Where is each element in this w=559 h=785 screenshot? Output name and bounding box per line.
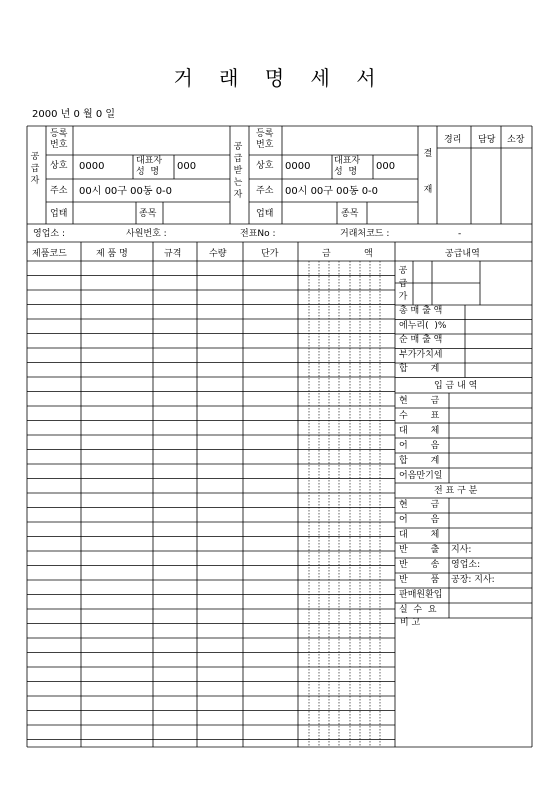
slip-row-label-4: 반 송 bbox=[399, 560, 440, 570]
col-header-code: 제품코드 bbox=[32, 249, 67, 259]
receiver-side-label: 공 급 받 는 자 bbox=[233, 142, 243, 200]
receipt-row-label-3: 어 음 bbox=[399, 441, 440, 451]
client-code-label: 거래처코드 : bbox=[340, 229, 390, 239]
receiver-rep-value: 000 bbox=[376, 161, 396, 172]
summary-row-label-4: 합 계 bbox=[399, 364, 440, 374]
receiver-name-label: 상호 bbox=[256, 161, 274, 171]
supplier-side-label: 공 급 자 bbox=[30, 152, 40, 186]
document-title: 거 래 명 세 서 bbox=[173, 66, 386, 90]
receipt-header: 입 금 내 역 bbox=[434, 381, 478, 391]
summary-row-label-2: 순 매 출 액 bbox=[399, 335, 443, 345]
receipt-row-label-0: 현 금 bbox=[399, 396, 440, 406]
approval-header-manager: 담당 bbox=[478, 135, 496, 145]
receiver-name-value: 0000 bbox=[285, 161, 311, 172]
slip-row-label-3: 반 출 bbox=[399, 545, 440, 555]
supplier-addr-label: 주소 bbox=[50, 186, 68, 196]
supplier-rep-value: 000 bbox=[177, 161, 197, 172]
supplier-name-label: 상호 bbox=[50, 161, 68, 171]
receiver-addr-value: 00시 00구 00동 0-0 bbox=[285, 186, 379, 197]
summary-row-label-0: 총 매 출 액 bbox=[399, 306, 443, 316]
col-header-price: 단가 bbox=[261, 249, 279, 259]
branch-label: 영업소 : bbox=[33, 229, 65, 239]
staff-no-label: 사원번호 : bbox=[126, 229, 167, 239]
slip-no-label: 전표No : bbox=[240, 229, 276, 239]
remarks-label: 비 고 bbox=[400, 618, 421, 628]
supplier-rep-label: 대표자 성 명 bbox=[136, 156, 163, 177]
receipt-row-label-2: 대 체 bbox=[399, 426, 440, 436]
supplier-item-label: 종목 bbox=[139, 209, 157, 219]
approval-header-accounting: 경리 bbox=[444, 135, 462, 145]
slip-row-label-7: 실 수 요 bbox=[399, 605, 437, 615]
supplier-name-value: 0000 bbox=[79, 161, 105, 172]
receiver-reg-label: 등록 번호 bbox=[256, 129, 274, 150]
client-code-dash: - bbox=[458, 229, 462, 239]
col-header-amount-2: 액 bbox=[364, 249, 373, 259]
slip-row-label-value-4: 영업소: bbox=[451, 560, 481, 570]
slip-row-label-2: 대 체 bbox=[399, 530, 440, 540]
col-header-name: 제 품 명 bbox=[96, 249, 128, 259]
receiver-rep-label: 대표자 성 명 bbox=[334, 156, 361, 177]
approval-header-director: 소장 bbox=[507, 135, 525, 145]
supplier-biz-label: 업태 bbox=[50, 209, 68, 219]
receipt-row-label-1: 수 표 bbox=[399, 411, 440, 421]
receiver-biz-label: 업태 bbox=[256, 209, 274, 219]
receiver-item-label: 종목 bbox=[341, 209, 359, 219]
slip-row-label-value-3: 지사: bbox=[451, 545, 472, 555]
approval-side-label: 결 재 bbox=[423, 149, 433, 195]
slip-type-header: 전 표 구 분 bbox=[434, 486, 478, 496]
slip-row-label-6: 판매원환입 bbox=[399, 590, 443, 600]
slip-row-label-value-5: 공장: 지사: bbox=[451, 575, 495, 585]
slip-row-label-0: 현 금 bbox=[399, 500, 440, 510]
receipt-row-label-5: 어음만기일 bbox=[399, 471, 443, 481]
date-line: 2000 년 0 월 0 일 bbox=[32, 109, 116, 120]
supply-price-label: 공 급 가 bbox=[398, 266, 408, 302]
slip-row-label-1: 어 음 bbox=[399, 515, 440, 525]
slip-row-label-5: 반 품 bbox=[399, 575, 440, 585]
col-header-spec: 규격 bbox=[164, 249, 182, 259]
col-header-amount-1: 금 bbox=[322, 249, 331, 259]
col-header-supply: 공급내역 bbox=[445, 249, 480, 259]
col-header-qty: 수량 bbox=[209, 249, 227, 259]
supplier-addr-value: 00시 00구 00동 0-0 bbox=[79, 186, 173, 197]
summary-row-label-1: 에누리( )% bbox=[399, 320, 447, 331]
receiver-addr-label: 주소 bbox=[256, 186, 274, 196]
receipt-row-label-4: 합 계 bbox=[399, 456, 440, 466]
summary-row-label-3: 부가가치세 bbox=[399, 349, 443, 360]
supplier-reg-label: 등록 번호 bbox=[50, 129, 68, 150]
